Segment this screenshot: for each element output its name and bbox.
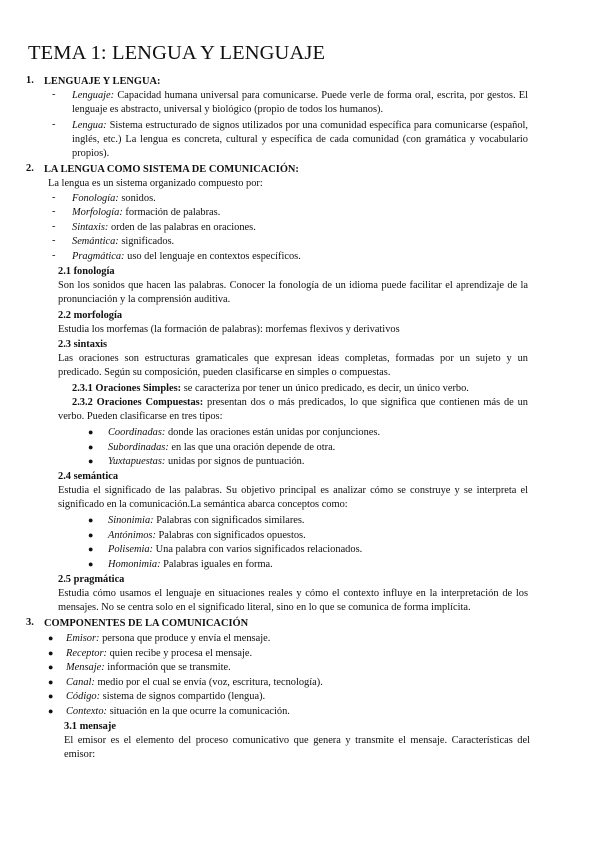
bullet-marker: ● bbox=[88, 456, 94, 466]
subsection-3-1-heading: 3.1 mensaje bbox=[64, 721, 116, 732]
dash-marker: - bbox=[52, 89, 56, 100]
bullet-marker: ● bbox=[48, 691, 54, 701]
section-1-number: 1. bbox=[26, 75, 34, 86]
component-emisor: Emisor: persona que produce y envía el mensaje. bbox=[66, 633, 271, 644]
subsection-2-1-heading: 2.1 fonología bbox=[58, 266, 115, 277]
bullet-marker: ● bbox=[88, 559, 94, 569]
list-item-semantica: Semántica: significados. bbox=[72, 236, 175, 247]
component-contexto: Contexto: situación en la que ocurre la comunicación. bbox=[66, 706, 290, 717]
bullet-marker: ● bbox=[48, 677, 54, 687]
section-2-number: 2. bbox=[26, 163, 34, 174]
bullet-marker: ● bbox=[48, 662, 54, 672]
bullet-marker: ● bbox=[88, 427, 94, 437]
dash-marker: - bbox=[52, 119, 56, 130]
subsection-2-1-text: Son los sonidos que hacen las palabras. Conocer la fonología de un idioma puede facilitar el aprendizaje de la pronunciación y la comprensión auditiva. bbox=[58, 280, 528, 305]
list-item-lengua: Lengua: Sistema estructurado de signos utilizados por una comunidad específica para comunicarse (español, inglés, etc.) La lengua es concreta, cultural y específica de cada comunidad (con gramática y vocabulario propios). bbox=[72, 120, 528, 159]
list-item-morfologia: Morfología: formación de palabras. bbox=[72, 207, 221, 218]
component-codigo: Código: sistema de signos compartido (lengua). bbox=[66, 691, 266, 702]
subsection-2-4-heading: 2.4 semántica bbox=[58, 471, 119, 482]
subsection-2-3-heading: 2.3 sintaxis bbox=[58, 339, 108, 350]
oraciones-compuestas: 2.3.2 Oraciones Compuestas: presentan dos o más predicados, lo que significa que contienen más de un verbo. Pueden clasificarse en tres tipos: bbox=[58, 397, 528, 422]
dash-marker: - bbox=[52, 250, 56, 261]
bullet-marker: ● bbox=[48, 648, 54, 658]
subsection-2-3-text: Las oraciones son estructuras gramaticales que expresan ideas completas, formadas por un sujeto y un predicado. Según su composición, pueden clasificarse en simples o compuestas. bbox=[58, 353, 528, 378]
dash-marker: - bbox=[52, 192, 56, 203]
section-2-intro: La lengua es un sistema organizado compuesto por: bbox=[48, 178, 263, 189]
section-3-heading: COMPONENTES DE LA COMUNICACIÓN bbox=[44, 618, 249, 629]
list-item-fonologia: Fonología: sonidos. bbox=[72, 193, 156, 204]
bullet-marker: ● bbox=[48, 633, 54, 643]
subsection-3-1-text: El emisor es el elemento del proceso comunicativo que genera y transmite el mensaje. Características del emisor: bbox=[64, 735, 530, 760]
list-item-lenguaje: Lenguaje: Capacidad humana universal para comunicarse. Puede verle de forma oral, escrita, por gestos. El lenguaje es abstracto, universal y biológico (propio de todos los humanos). bbox=[72, 90, 528, 115]
subsection-2-2-text: Estudia los morfemas (la formación de palabras): morfemas flexivos y derivativos bbox=[58, 324, 400, 335]
component-receptor: Receptor: quien recibe y procesa el mensaje. bbox=[66, 648, 253, 659]
dash-marker: - bbox=[52, 206, 56, 217]
concept-sinonimia: Sinonimia: Palabras con significados similares. bbox=[108, 515, 305, 526]
concept-antonimos: Antónimos: Palabras con significados opuestos. bbox=[108, 530, 306, 541]
bullet-marker: ● bbox=[88, 515, 94, 525]
section-3-number: 3. bbox=[26, 617, 34, 628]
page-title: TEMA 1: LENGUA Y LENGUAJE bbox=[28, 42, 326, 64]
list-item-pragmatica: Pragmática: uso del lenguaje en contextos específicos. bbox=[72, 251, 301, 262]
dash-marker: - bbox=[52, 221, 56, 232]
bullet-marker: ● bbox=[88, 442, 94, 452]
bullet-marker: ● bbox=[88, 544, 94, 554]
bullet-marker: ● bbox=[48, 706, 54, 716]
subsection-2-4-text: Estudia el significado de las palabras. Su objetivo principal es analizar cómo se construye y se interpreta el significado en la comunicación.La semántica abarca conceptos como: bbox=[58, 485, 528, 510]
subsection-2-2-heading: 2.2 morfología bbox=[58, 310, 123, 321]
tipo-subordinadas: Subordinadas: en las que una oración depende de otra. bbox=[108, 442, 336, 453]
oraciones-simples: 2.3.1 Oraciones Simples: se caracteriza por tener un único predicado, es decir, un único verbo. bbox=[72, 383, 469, 394]
subsection-2-5-heading: 2.5 pragmática bbox=[58, 574, 125, 585]
subsection-2-5-text: Estudia cómo usamos el lenguaje en situaciones reales y cómo el contexto influye en la interpretación de los mensajes. No se centra solo en el significado literal, sino en lo que se comunica de forma implícita. bbox=[58, 588, 528, 613]
section-2-heading: LA LENGUA COMO SISTEMA DE COMUNICACIÓN: bbox=[44, 164, 299, 175]
dash-marker: - bbox=[52, 235, 56, 246]
tipo-coordinadas: Coordinadas: donde las oraciones están unidas por conjunciones. bbox=[108, 427, 381, 438]
component-mensaje: Mensaje: información que se transmite. bbox=[66, 662, 231, 673]
bullet-marker: ● bbox=[88, 530, 94, 540]
tipo-yuxtapuestas: Yuxtapuestas: unidas por signos de puntuación. bbox=[108, 456, 305, 467]
section-1-heading: LENGUAJE Y LENGUA: bbox=[44, 76, 161, 87]
list-item-sintaxis: Sintaxis: orden de las palabras en oraciones. bbox=[72, 222, 256, 233]
concept-polisemia: Polisemia: Una palabra con varios significados relacionados. bbox=[108, 544, 363, 555]
component-canal: Canal: medio por el cual se envía (voz, escritura, tecnología). bbox=[66, 677, 323, 688]
concept-homonimia: Homonimia: Palabras iguales en forma. bbox=[108, 559, 273, 570]
